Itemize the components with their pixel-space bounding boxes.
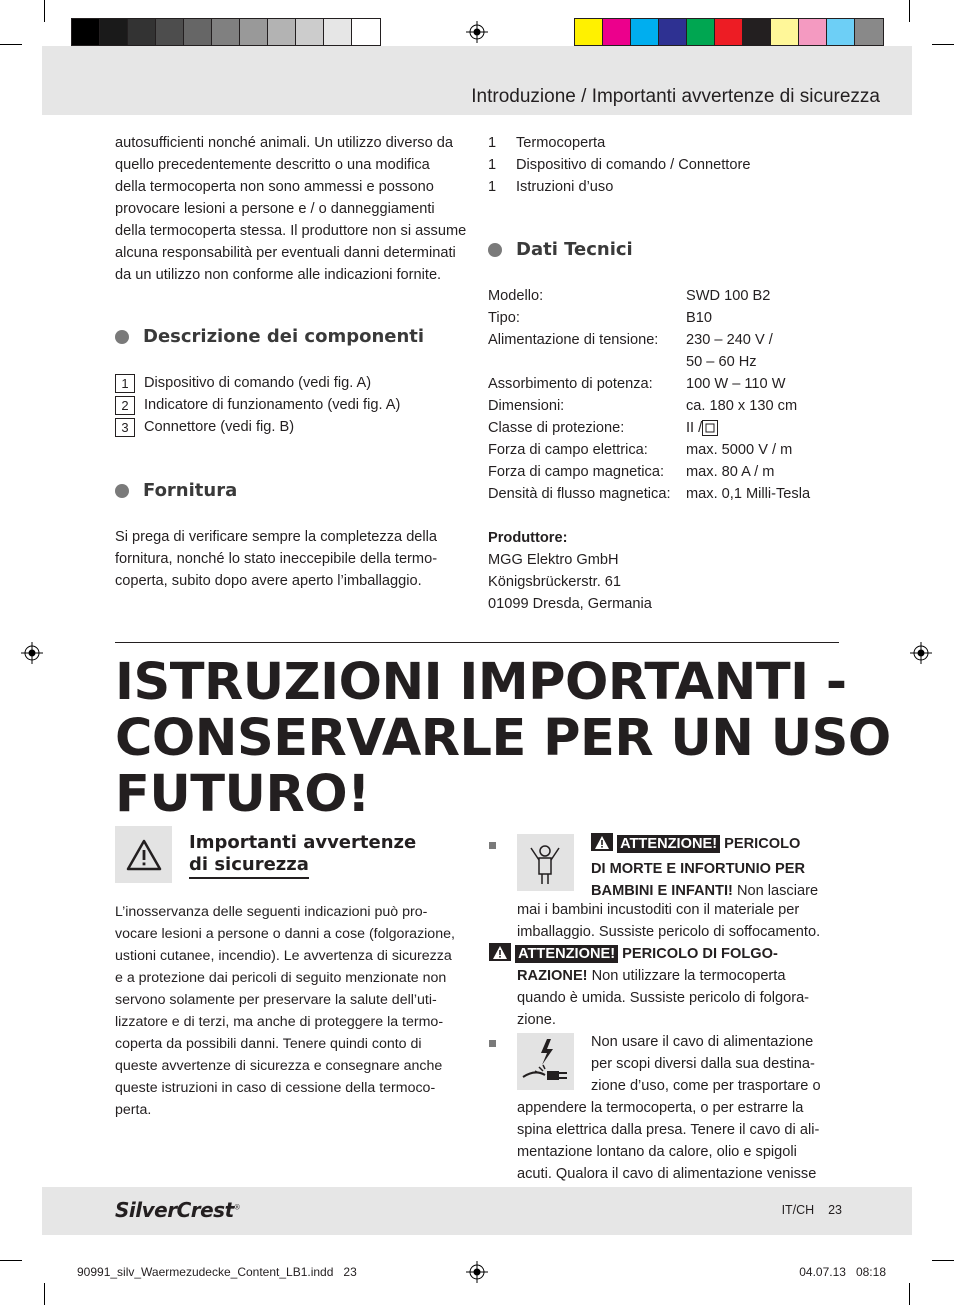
text-line: provocare lesioni a persone e / o danneggiamenti <box>115 201 435 217</box>
text-line: della termocoperta stessa. Il produttore non si assume <box>115 223 467 239</box>
text-line: e a protezione dai pericoli di seguito menzionate non <box>115 970 447 986</box>
text-line: appendere la termocoperta, o per estrarre la <box>517 1100 804 1116</box>
warning-triangle-icon <box>489 943 511 968</box>
component-number: 1 <box>115 374 135 393</box>
supply-heading: Fornitura <box>115 480 237 501</box>
text-line: da un utilizzo non conforme alle indicazioni fornite. <box>115 267 442 283</box>
page-number: IT/CH 23 <box>781 1203 842 1217</box>
warning-label: ATTENZIONE! <box>515 945 618 963</box>
warning-children-cont <box>517 899 842 943</box>
color-swatch <box>799 19 827 45</box>
safety-heading: Importanti avvertenze di sicurezza <box>189 832 416 879</box>
crop-mark <box>44 1283 45 1305</box>
list-item: 1 Termocoperta <box>488 135 606 151</box>
color-swatch <box>296 19 324 45</box>
color-swatch <box>324 19 352 45</box>
text-line: coperta, subito dopo avere aperto l’imballaggio. <box>115 573 422 589</box>
text-line: lizzatore e di terzi, ma anche di proteggere la termo- <box>115 1014 444 1030</box>
registration-mark-icon <box>21 642 43 664</box>
color-swatch <box>212 19 240 45</box>
color-swatch <box>687 19 715 45</box>
color-swatch <box>184 19 212 45</box>
process-color-bar <box>574 18 884 46</box>
file-slug: 90991_silv_Waermezudecke_Content_LB1.indd 23 <box>77 1265 357 1279</box>
component-number: 2 <box>115 396 135 415</box>
text-line: perta. <box>115 1102 152 1118</box>
list-item: 2 Indicatore di funzionamento (vedi fig. A) <box>115 394 400 416</box>
text-line: della termocoperta non sono ammessi e possono <box>115 179 434 195</box>
components-heading: Descrizione dei componenti <box>115 326 424 347</box>
tech-data-heading: Dati Tecnici <box>488 239 633 260</box>
list-bullet-icon <box>489 1040 496 1047</box>
text-line: ustioni cutanee, incendio). Le avvertenza di sicurezza <box>115 948 452 964</box>
table-row: Assorbimento di potenza: 100 W – 110 W <box>488 376 786 392</box>
list-item: 1 Dispositivo di comando (vedi fig. A) <box>115 372 400 394</box>
producer-block <box>488 527 652 615</box>
grayscale-color-bar <box>71 18 381 46</box>
crop-mark <box>932 1260 954 1261</box>
title-line: FUTURO! <box>115 765 370 824</box>
warning-box <box>115 826 172 883</box>
color-swatch <box>827 19 855 45</box>
warning-cable <box>591 1031 841 1097</box>
table-row: Forza di campo elettrica: max. 5000 V / m <box>488 442 793 458</box>
text-line: queste istruzioni in caso di cessione della termoco- <box>115 1080 436 1096</box>
protection-class-icon <box>702 420 718 436</box>
text-line: fornitura, nonché lo stato ineccepibile della termo- <box>115 551 438 567</box>
color-swatch <box>659 19 687 45</box>
color-swatch <box>603 19 631 45</box>
table-row: Dimensioni: ca. 180 x 130 cm <box>488 398 798 414</box>
warning-electrocution: ATTENZIONE! PERICOLO DI FOLGO- <box>489 943 844 968</box>
text-line: zione d’uso, come per trasportare o <box>591 1078 821 1094</box>
text-line: coperta da possibili danni. Tenere quindi conto di <box>115 1036 422 1052</box>
text-line: imballaggio. Sussiste pericolo di soffocamento. <box>517 924 821 940</box>
producer-label: Produttore: <box>488 530 568 546</box>
table-row: 50 – 60 Hz <box>686 354 757 370</box>
registration-mark-icon <box>910 642 932 664</box>
color-swatch <box>771 19 799 45</box>
text-line: MGG Elektro GmbH <box>488 552 619 568</box>
list-item: 1 Dispositivo di comando / Connettore <box>488 157 751 173</box>
text-line: quello precedentemente descritto o una modifica <box>115 157 430 173</box>
color-swatch <box>268 19 296 45</box>
crop-mark <box>932 44 954 45</box>
page-header-title: Introduzione / Importanti avvertenze di sicurezza <box>471 86 880 107</box>
section-bullet-icon <box>115 330 129 344</box>
text-line: acuti. Qualora il cavo di alimentazione venisse <box>517 1166 817 1182</box>
crop-mark <box>909 0 910 22</box>
warning-cable-cont <box>517 1097 842 1185</box>
date-slug: 04.07.13 08:18 <box>799 1265 886 1279</box>
table-row: Tipo: B10 <box>488 310 712 326</box>
text-line: queste avvertenze di sicurezza e consegnare anche <box>115 1058 443 1074</box>
text-line: spina elettrica dalla presa. Tenere il cavo di ali- <box>517 1122 820 1138</box>
table-row: Densità di flusso magnetica: max. 0,1 Milli-Tesla <box>488 486 811 502</box>
color-swatch <box>100 19 128 45</box>
table-row: Forza di campo magnetica: max. 80 A / m <box>488 464 775 480</box>
delivery-list <box>488 132 750 198</box>
text-line: Non usare il cavo di alimentazione <box>591 1034 814 1050</box>
specs-table <box>488 285 810 505</box>
table-row: Classe di protezione: II / <box>488 417 810 439</box>
cable-warning-pictogram <box>517 1033 574 1090</box>
warning-children: ATTENZIONE! PERICOLO DI MORTE E INFORTUNIO PER BAMBINI E INFANTI! Non lasciare <box>591 833 841 902</box>
color-swatch <box>575 19 603 45</box>
list-item: 3 Connettore (vedi fig. B) <box>115 416 400 438</box>
warning-label: ATTENZIONE! <box>617 835 720 853</box>
child-icon <box>517 834 574 891</box>
table-row: Alimentazione di tensione: 230 – 240 V / <box>488 332 773 348</box>
color-swatch <box>715 19 743 45</box>
warning-triangle-icon <box>591 833 613 858</box>
text-line: Si prega di verificare sempre la completezza della <box>115 529 438 545</box>
text-line: Königsbrückerstr. 61 <box>488 574 622 590</box>
text-line: mai i bambini incustoditi con il materiale per <box>517 902 800 918</box>
text-line: alcuna responsabilità per eventuali danni determinati <box>115 245 456 261</box>
color-swatch <box>72 19 100 45</box>
safety-intro-paragraph <box>115 901 470 1121</box>
registration-mark-icon <box>466 21 488 43</box>
list-item: 1 Istruzioni d’uso <box>488 179 614 195</box>
color-swatch <box>743 19 771 45</box>
color-swatch <box>631 19 659 45</box>
warning-electrocution-cont: RAZIONE! Non utilizzare la termocoperta quando è umida. Sussiste pericolo di folgora- zione. <box>517 965 842 1031</box>
color-swatch <box>240 19 268 45</box>
child-warning-pictogram <box>517 834 574 891</box>
table-row: Modello: SWD 100 B2 <box>488 288 771 304</box>
lightning-plug-icon <box>517 1033 574 1090</box>
color-swatch <box>855 19 883 45</box>
warning-triangle-icon <box>126 839 162 871</box>
text-line: zione. <box>517 1012 556 1028</box>
section-bullet-icon <box>488 243 502 257</box>
color-swatch <box>128 19 156 45</box>
color-swatch <box>156 19 184 45</box>
supply-paragraph <box>115 526 467 592</box>
section-bullet-icon <box>115 484 129 498</box>
text-line: quando è umida. Sussiste pericolo di folgora- <box>517 990 810 1006</box>
color-swatch <box>352 19 380 45</box>
component-number: 3 <box>115 418 135 437</box>
brand-logo: SilverCrest® <box>115 1198 241 1222</box>
text-line: per scopi diversi dalla sua destina- <box>591 1056 815 1072</box>
list-bullet-icon <box>489 842 496 849</box>
text-line: mentazione lontano da calore, olio e spigoli <box>517 1144 797 1160</box>
text-line: DI MORTE E INFORTUNIO PER <box>591 861 806 877</box>
text-line: servono solamente per preservare la salute dell’uti- <box>115 992 437 1008</box>
text-line: autosufficienti nonché animali. Un utilizzo diverso da <box>115 135 454 151</box>
text-line: L’inosservanza delle seguenti indicazioni può pro- <box>115 904 428 920</box>
crop-mark <box>0 1260 22 1261</box>
crop-mark <box>44 0 45 22</box>
components-list <box>115 372 400 438</box>
title-line: ISTRUZIONI IMPORTANTI - <box>115 653 847 712</box>
page-title <box>115 655 891 823</box>
text-line: 01099 Dresda, Germania <box>488 596 652 612</box>
title-line: CONSERVARLE PER UN USO <box>115 709 891 768</box>
intro-paragraph <box>115 132 467 286</box>
text-line: vocare lesioni a persone o danni a cose (folgorazione, <box>115 926 455 942</box>
registration-mark-icon <box>466 1261 488 1283</box>
divider <box>115 642 839 643</box>
crop-mark <box>909 1283 910 1305</box>
crop-mark <box>0 44 22 45</box>
